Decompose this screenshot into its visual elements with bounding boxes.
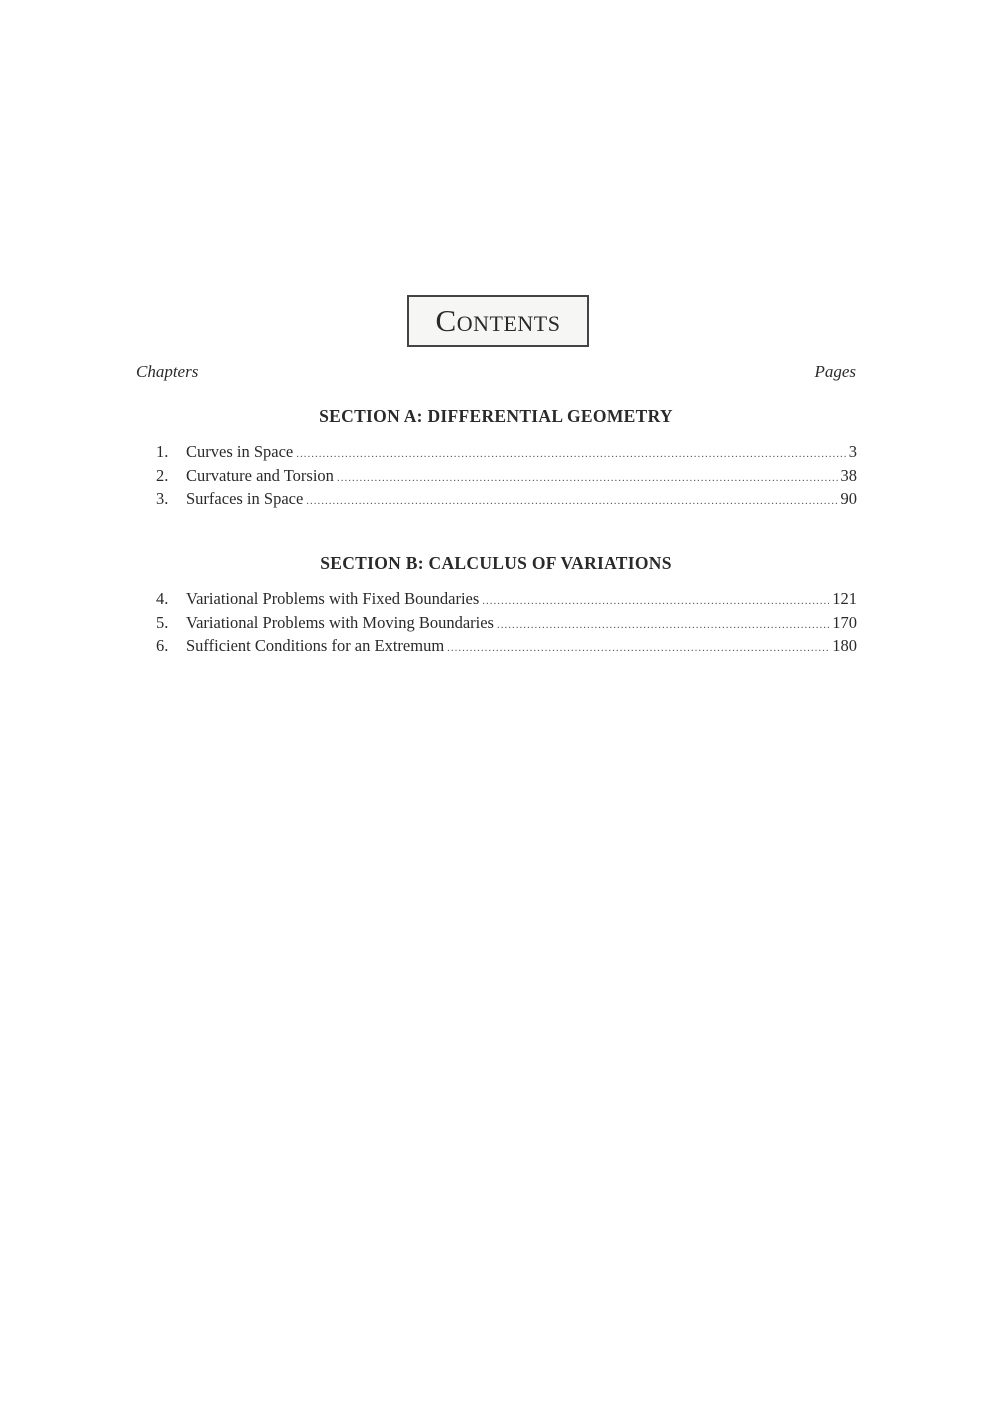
chapter-page: 121 xyxy=(832,589,857,608)
pages-column-header: Pages xyxy=(814,362,856,381)
toc-entry[interactable] xyxy=(156,613,857,637)
toc-entry[interactable] xyxy=(156,636,857,660)
section-b-chapter-list xyxy=(156,589,857,660)
chapter-title: Surfaces in Space xyxy=(186,489,304,508)
toc-entry[interactable] xyxy=(156,466,857,490)
chapter-page: 170 xyxy=(832,612,857,632)
chapter-title: Variational Problems with Moving Boundaries xyxy=(186,612,494,632)
toc-entry[interactable] xyxy=(156,442,857,466)
chapter-page: 38 xyxy=(840,465,857,485)
chapter-page: 3 xyxy=(848,442,857,461)
chapter-number: 6. xyxy=(156,636,169,655)
chapter-number: 5. xyxy=(156,612,169,632)
toc-entry[interactable] xyxy=(156,589,857,613)
chapter-number: 4. xyxy=(156,589,169,608)
chapter-title: Curvature and Torsion xyxy=(186,465,334,485)
chapter-title: Variational Problems with Fixed Boundaries xyxy=(186,589,480,608)
chapter-number: 3. xyxy=(156,489,169,508)
dot-leader xyxy=(497,619,829,631)
section-b-heading: SECTION B: CALCULUS OF VARIATIONS xyxy=(320,553,672,573)
dot-leader xyxy=(482,595,829,607)
chapter-title: Curves in Space xyxy=(186,442,294,461)
chapter-page: 180 xyxy=(832,636,857,655)
chapter-title: Sufficient Conditions for an Extremum xyxy=(186,636,445,655)
chapter-page: 90 xyxy=(840,489,857,508)
contents-title: Contents xyxy=(407,295,589,347)
dot-leader xyxy=(306,495,837,507)
dot-leader xyxy=(296,448,846,460)
section-a-heading: SECTION A: DIFFERENTIAL GEOMETRY xyxy=(319,406,673,426)
chapters-column-header: Chapters xyxy=(136,362,199,381)
chapter-number: 2. xyxy=(156,465,169,485)
chapter-number: 1. xyxy=(156,442,169,461)
toc-entry[interactable] xyxy=(156,489,857,513)
dot-leader xyxy=(447,642,829,654)
dot-leader xyxy=(337,472,838,484)
section-a-chapter-list xyxy=(156,442,857,513)
